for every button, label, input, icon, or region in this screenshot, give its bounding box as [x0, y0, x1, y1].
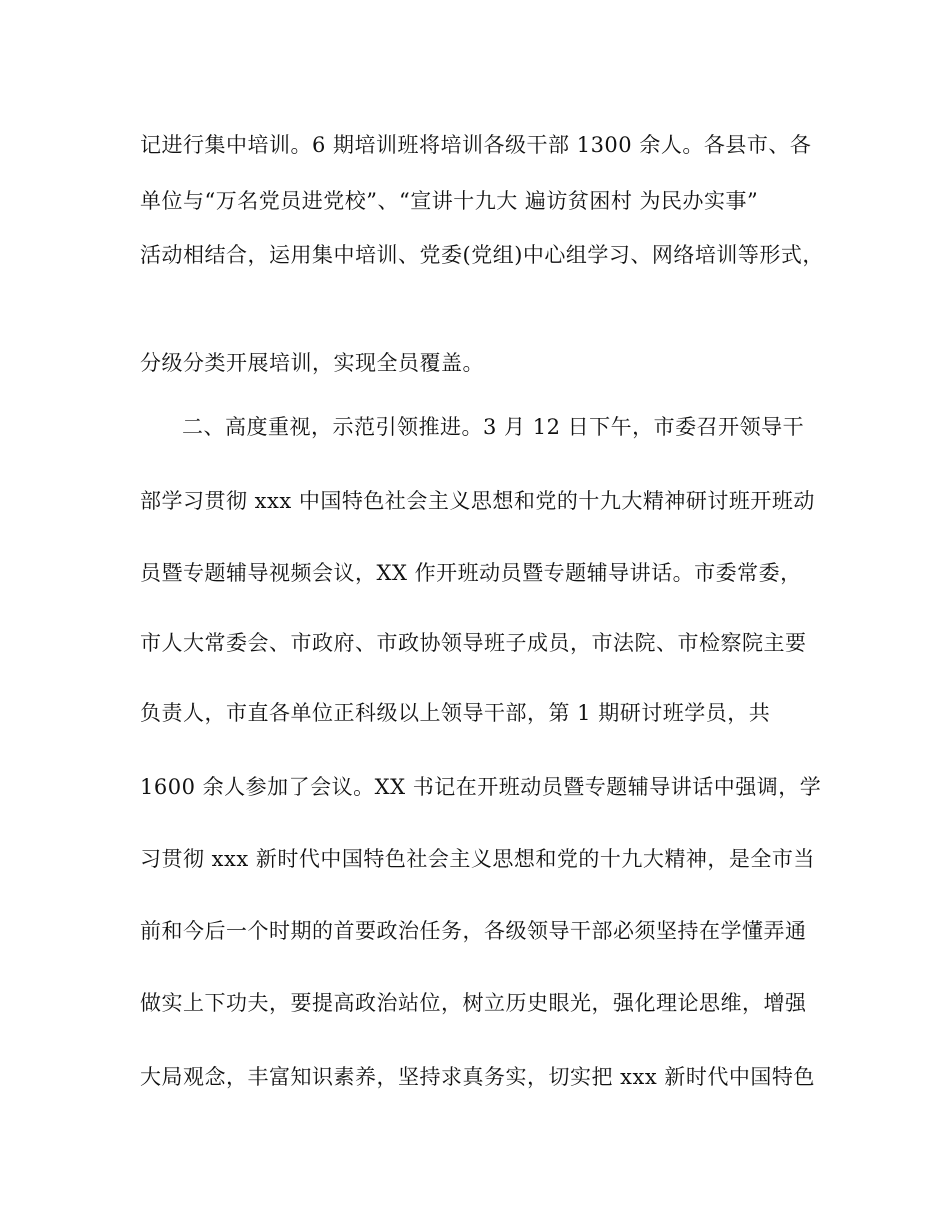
paragraph-line-12: 前和今后一个时期的首要政治任务，各级领导干部必须坚持在学懂弄通: [140, 919, 807, 943]
paragraph-line-6: 部学习贯彻 xxx 中国特色社会主义思想和党的十九大精神研讨班开班动: [140, 489, 815, 513]
paragraph-line-11: 习贯彻 xxx 新时代中国特色社会主义思想和党的十九大精神，是全市当: [140, 847, 815, 871]
paragraph-line-14: 大局观念，丰富知识素养，坚持求真务实，切实把 xxx 新时代中国特色: [140, 1065, 815, 1089]
paragraph-line-9: 负责人，市直各单位正科级以上领导干部，第 1 期研讨班学员，共: [140, 701, 771, 725]
paragraph-line-1: 记进行集中培训。6 期培训班将培训各级干部 1300 余人。各县市、各: [140, 133, 812, 157]
paragraph-line-4: 分级分类开展培训，实现全员覆盖。: [140, 351, 484, 375]
paragraph-line-8: 市人大常委会、市政府、市政协领导班子成员，市法院、市检察院主要: [140, 631, 807, 655]
paragraph-line-7: 员暨专题辅导视频会议，XX 作开班动员暨专题辅导讲话。市委常委，: [140, 561, 802, 585]
paragraph-line-3: 活动相结合，运用集中培训、党委(党组)中心组学习、网络培训等形式，: [140, 243, 824, 267]
section-two-heading-line: 二、高度重视，示范引领推进。3 月 12 日下午，市委召开领导干: [182, 415, 805, 439]
paragraph-line-13: 做实上下功夫，要提高政治站位，树立历史眼光，强化理论思维，增强: [140, 991, 807, 1015]
paragraph-line-2: 单位与“万名党员进党校”、“宣讲十九大 遍访贫困村 为民办实事”: [140, 189, 759, 213]
paragraph-line-10: 1600 余人参加了会议。XX 书记在开班动员暨专题辅导讲话中强调，学: [140, 775, 822, 799]
